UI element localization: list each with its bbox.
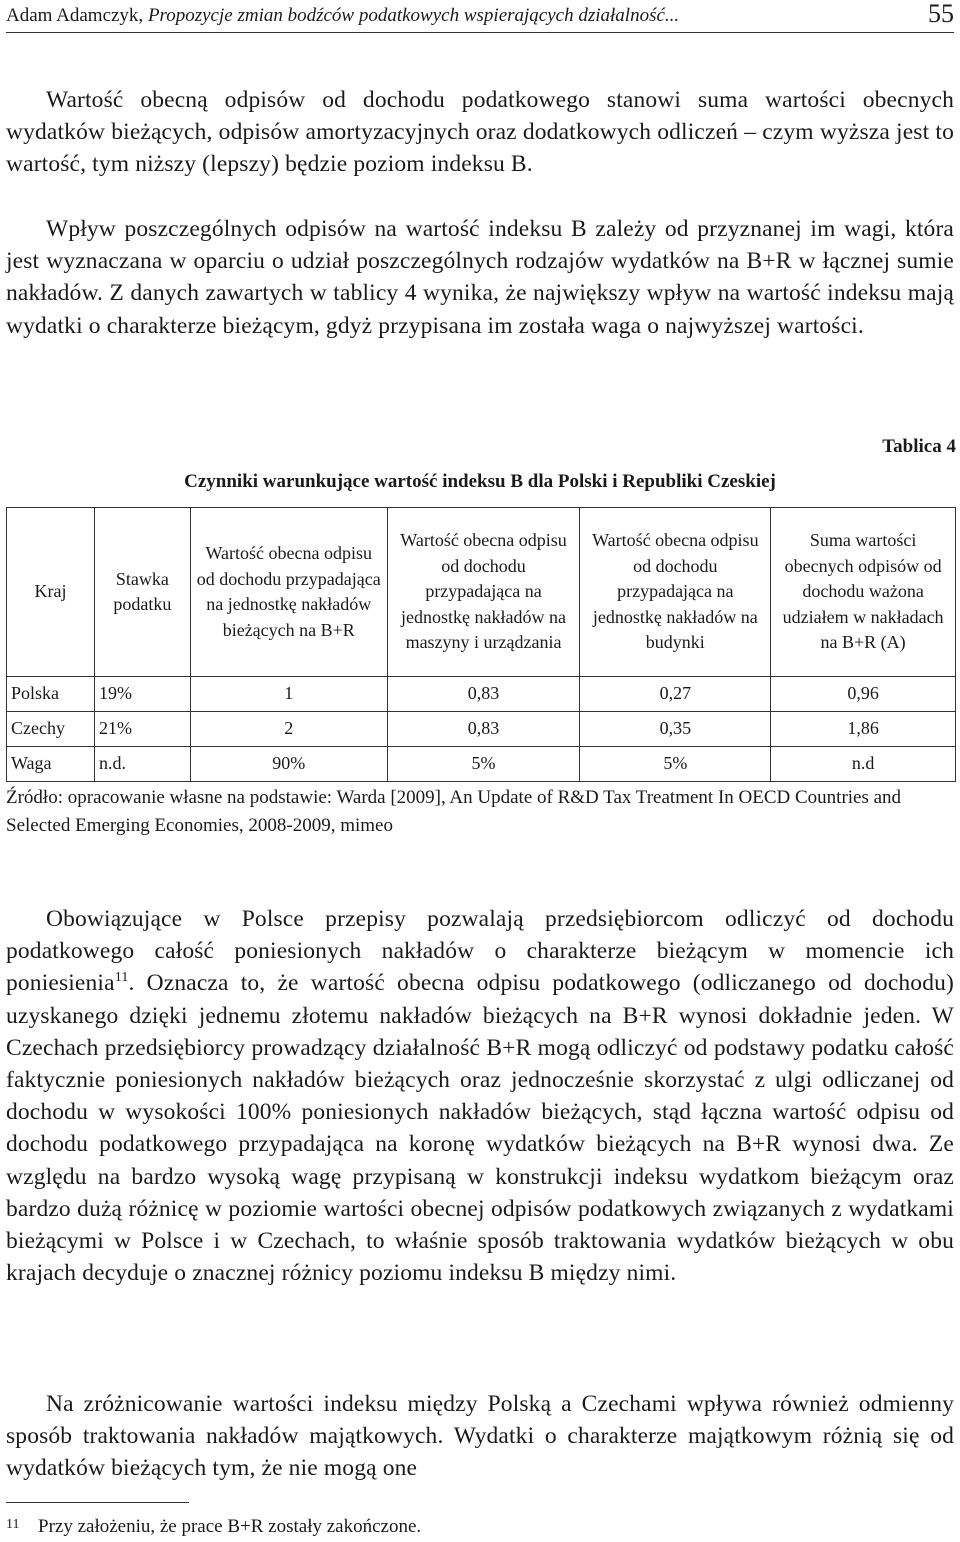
table-row (7, 747, 956, 782)
page-number: 55 (928, 0, 954, 28)
header-buildings: Wartość obecna odpisu od dochodu przypadająca na jednostkę nakładów na budynki (580, 508, 771, 677)
header-tax-rate: Stawka podatku (94, 508, 190, 677)
paragraph-4 (6, 1388, 954, 1485)
paragraph-3-text-b: . Oznacza to, że wartość obecna odpisu podatkowego (odliczanego od dochodu) uzyskanego dzięki jednemu złotemu nakładów bieżących na B+R wynosi dokładnie jeden. W Czechach przedsiębiorcy prowadzący działalność B+R mogą odliczyć od podstawy podatku całość faktycznie poniesionych nakładów bieżących oraz jednocześnie skorzystać z ulgi odliczanej od dochodu w wysokości 100% poniesionych nakładów bieżących, stąd łączna wartość odpisu od dochodu podatkowego przypadająca na koronę wydatków bieżących na B+R wynosi dwa. Ze względu na bardzo wysoką wagę przypisaną w konstrukcji indeksu wydatkom bieżącym oraz bardzo dużą różnicę w poziomie wartości obecnej odpisów podatkowych związanych z wydatkami bieżącymi w Polsce i w Czechach, to właśnie sposób traktowania wydatków bieżących w obu krajach decyduje o znacznej różnicy poziomu indeksu B między nimi. (6, 970, 954, 1287)
table-cell: 5% (580, 747, 771, 782)
table-caption: Czynniki warunkujące wartość indeksu B dla Polski i Republiki Czeskiej (184, 471, 776, 492)
table-label: Tablica 4 (882, 436, 956, 457)
table-header-row (7, 508, 956, 677)
table-source-note: Źródło: opracowanie własne na podstawie: Warda [2009], An Update of R&D Tax Treatment In OECD Countries and Selected Emerging Economies, 2008-2009, mimeo (6, 787, 902, 836)
table-row (7, 677, 956, 712)
table-cell: 0,27 (580, 677, 771, 712)
table-cell: 21% (94, 712, 190, 747)
table-cell: 1,86 (771, 712, 956, 747)
table-cell: Czechy (7, 712, 95, 747)
footnote-text: Przy założeniu, że prace B+R zostały zakończone. (38, 1516, 422, 1537)
table-cell: 1 (190, 677, 387, 712)
paragraph-3 (6, 903, 954, 1289)
header-country: Kraj (7, 508, 95, 677)
table-cell: Polska (7, 677, 95, 712)
table-row (7, 712, 956, 747)
paragraph-1 (6, 84, 954, 181)
paragraph-2 (6, 213, 954, 342)
table-cell: Waga (7, 747, 95, 782)
paragraph-1-text: Wartość obecną odpisów od dochodu podatkowego stanowi suma wartości obecnych wydatków bieżących, odpisów amortyzacyjnych oraz dodatkowych odliczeń – czym wyższa jest to wartość, tym niższy (lepszy) będzie poziom indeksu B. (6, 87, 954, 178)
paragraph-2-text: Wpływ poszczególnych odpisów na wartość indeksu B zależy od przyznanej im wagi, która jest wyznaczana w oparciu o udział poszczególnych rodzajów wydatków na B+R w łącznej sumie nakładów. Z danych zawartych w tablicy 4 wynika, że największy wpływ na wartość indeksu mają wydatki o charakterze bieżącym, gdyż przypisana im została waga o najwyższej wartości. (6, 216, 954, 339)
table-cell: 0,96 (771, 677, 956, 712)
table-cell: 19% (94, 677, 190, 712)
paragraph-3-text-a: Obowiązujące w Polsce przepisy pozwalają przedsiębiorcom odliczyć od dochodu podatkowego całość poniesionych nakładów o charakterze bieżącym w momencie ich poniesienia (6, 906, 954, 997)
table-cell: 0,83 (387, 712, 580, 747)
table-cell: 5% (387, 747, 580, 782)
header-machinery: Wartość obecna odpisu od dochodu przypadająca na jednostkę nakładów na maszyny i urządzania (387, 508, 580, 677)
footnote-divider (6, 1502, 189, 1503)
header-title: Propozycje zmian bodźców podatkowych wspierających działalność... (147, 5, 680, 26)
running-header (6, 2, 954, 33)
footnote-reference: 11 (114, 970, 129, 986)
table-cell: n.d. (94, 747, 190, 782)
header-weighted-sum: Suma wartości obecnych odpisów od dochodu ważona udziałem w nakładach na B+R (A) (771, 508, 956, 677)
table-cell: n.d (771, 747, 956, 782)
table-cell: 2 (190, 712, 387, 747)
data-table (6, 507, 956, 782)
footnote (6, 1512, 954, 1540)
table-cell: 0,83 (387, 677, 580, 712)
header-author: Adam Adamczyk, (6, 5, 144, 26)
table-cell: 0,35 (580, 712, 771, 747)
footnote-number: 11 (6, 1517, 20, 1532)
table-cell: 90% (190, 747, 387, 782)
paragraph-4-text: Na zróżnicowanie wartości indeksu między Polską a Czechami wpływa również odmienny sposób traktowania nakładów majątkowych. Wydatki o charakterze majątkowym różnią się od wydatków bieżących tym, że nie mogą one (6, 1391, 954, 1482)
header-current-expenditure: Wartość obecna odpisu od dochodu przypadająca na jednostkę nakładów bieżących na B+R (190, 508, 387, 677)
